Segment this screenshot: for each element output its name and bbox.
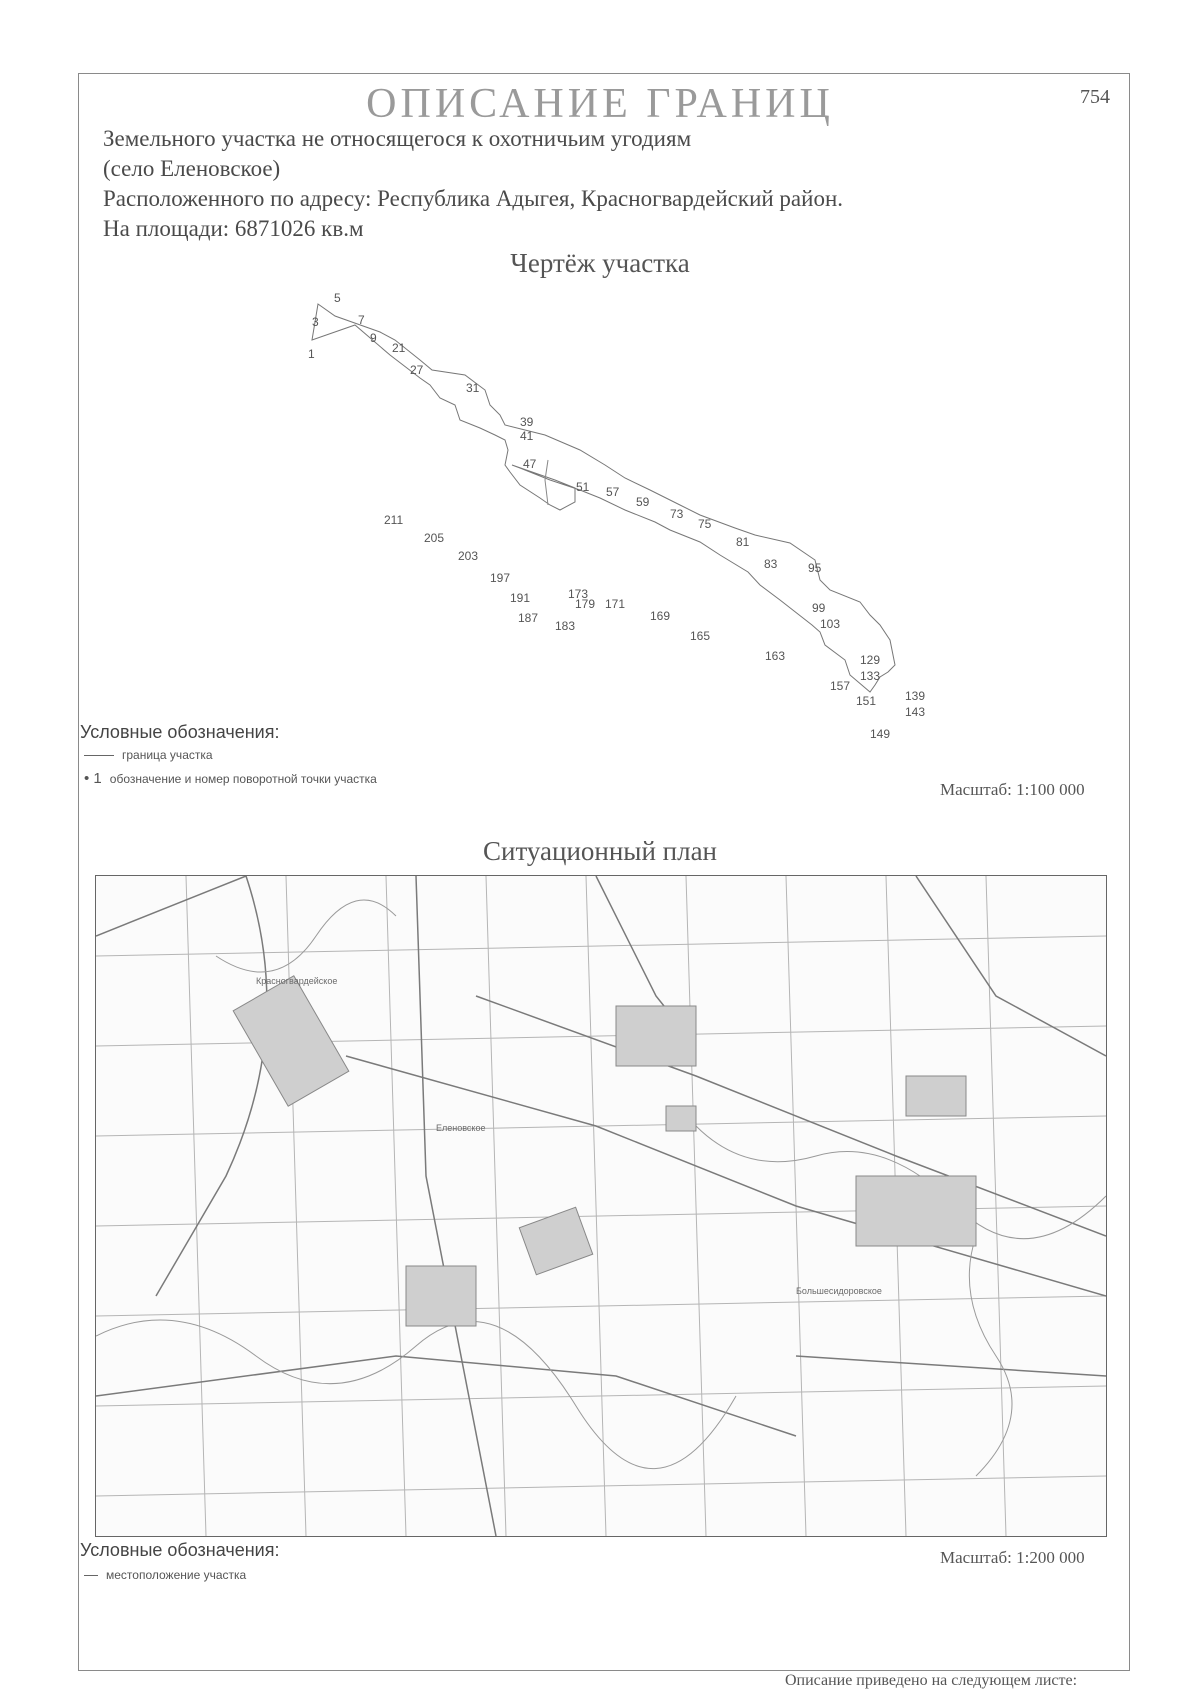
point-label-103: 103 [820, 617, 841, 631]
point-label-21: 21 [392, 341, 406, 355]
map-scale: Масштаб: 1:200 000 [940, 1548, 1085, 1567]
point-label-179: 179 [575, 597, 596, 611]
point-label-5: 5 [334, 291, 341, 305]
document-title: ОПИСАНИЕ ГРАНИЦ [366, 81, 834, 127]
point-label-81: 81 [736, 535, 750, 549]
point-label-157: 157 [830, 679, 851, 693]
plot-legend-point [84, 770, 377, 787]
point-label-139: 139 [905, 689, 926, 703]
boundary-line-symbol [84, 755, 114, 756]
map-legend-location-text: местоположение участка [106, 1568, 247, 1582]
situation-plan-heading: Ситуационный план [482, 836, 718, 866]
point-label-39: 39 [520, 415, 534, 429]
plot-inner-line [545, 460, 548, 505]
point-label-99: 99 [812, 601, 826, 615]
point-label-187: 187 [518, 611, 539, 625]
plot-scale: Масштаб: 1:100 000 [940, 780, 1085, 799]
map-label-elenovskoe: Еленовское [436, 1123, 486, 1133]
plot-drawing-heading: Чертёж участка [510, 248, 690, 278]
map-legend-title: Условные обозначения: [80, 1540, 280, 1560]
plot-boundary-drawing [0, 280, 1200, 760]
map-settlements [233, 976, 976, 1326]
point-label-165: 165 [690, 629, 711, 643]
map-label-bolshesidorovskoe: Большесидоровское [796, 1286, 882, 1296]
point-label-27: 27 [410, 363, 424, 377]
situation-map [95, 875, 1107, 1537]
location-line-symbol [84, 1575, 98, 1576]
info-line-1: Земельного участка не относящегося к охотничьим угодиям [103, 126, 692, 151]
page-number: 754 [1080, 86, 1110, 108]
info-line-3: Расположенного по адресу: Республика Адыгея, Красногвардейский район. [103, 186, 844, 211]
footer-note: Описание приведено на следующем листе: [785, 1672, 1078, 1689]
point-label-197: 197 [490, 571, 511, 585]
point-label-51: 51 [576, 480, 590, 494]
point-label-73: 73 [670, 507, 684, 521]
point-label-171: 171 [605, 597, 626, 611]
point-labels [308, 291, 925, 741]
point-label-205: 205 [424, 531, 445, 545]
point-label-149: 149 [870, 727, 891, 741]
point-label-169: 169 [650, 609, 671, 623]
point-label-9: 9 [370, 331, 377, 345]
plot-legend-title: Условные обозначения: [80, 722, 280, 742]
point-label-183: 183 [555, 619, 576, 633]
map-legend-location [84, 1568, 246, 1582]
point-label-95: 95 [808, 561, 822, 575]
point-label-191: 191 [510, 591, 531, 605]
point-label-41: 41 [520, 429, 534, 443]
point-label-47: 47 [523, 457, 537, 471]
info-line-2: (село Еленовское) [103, 156, 281, 181]
point-label-3: 3 [312, 315, 319, 329]
map-label-krasnogvardeiskoe: Красногвардейское [256, 976, 338, 986]
plot-legend-boundary [84, 748, 213, 762]
point-label-129: 129 [860, 653, 881, 667]
plot-legend-point-text: обозначение и номер поворотной точки участка [109, 771, 377, 786]
point-label-1: 1 [308, 347, 315, 361]
point-label-143: 143 [905, 705, 926, 719]
point-label-75: 75 [698, 517, 712, 531]
point-label-151: 151 [856, 694, 877, 708]
point-label-211: 211 [384, 513, 404, 527]
info-line-4: На площади: 6871026 кв.м [103, 216, 364, 241]
point-label-57: 57 [606, 485, 620, 499]
point-label-59: 59 [636, 495, 650, 509]
point-label-133: 133 [860, 669, 881, 683]
point-label-173: 173 [568, 587, 589, 601]
plot-legend-boundary-text: граница участка [122, 748, 213, 762]
plot-boundary-line [312, 304, 895, 692]
point-label-203: 203 [458, 549, 479, 563]
point-label-7: 7 [358, 313, 365, 327]
point-label-163: 163 [765, 649, 786, 663]
point-marker-symbol: • 1 [84, 770, 102, 787]
point-label-31: 31 [466, 381, 480, 395]
point-label-83: 83 [764, 557, 778, 571]
